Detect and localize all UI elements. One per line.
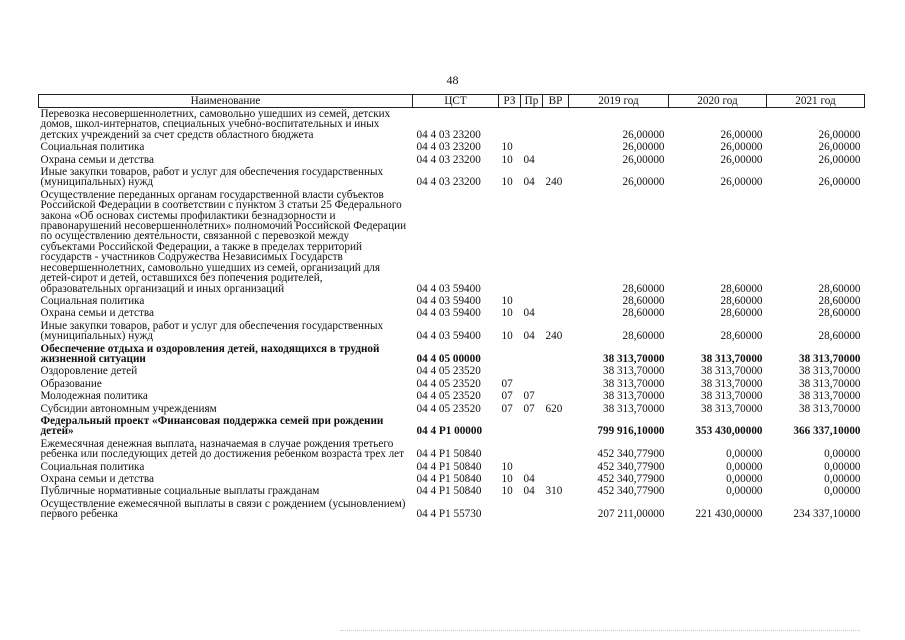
table-row (39, 390, 865, 402)
cell-2020: 353 430,00000 (695, 425, 763, 438)
cell-2019: 38 313,70000 (602, 402, 665, 415)
cell-rz: 10 (501, 460, 513, 473)
cell-rz: 10 (501, 485, 513, 498)
cell-2019: 207 211,00000 (597, 508, 665, 521)
cell-cst: 04 4 03 59400 (416, 282, 481, 295)
cell-rz (499, 438, 521, 461)
cell-pr (521, 189, 543, 295)
cell-vr (543, 307, 569, 319)
table-row (39, 154, 865, 166)
table-row (39, 461, 865, 473)
cell-2021: 0,00000 (824, 448, 861, 461)
cell-name: Молодежная политика (40, 390, 148, 403)
cell-2021: 38 313,70000 (798, 390, 861, 403)
cell-rz (499, 415, 521, 438)
cell-2019: 28,60000 (622, 307, 665, 320)
cell-vr (543, 154, 569, 166)
cell-rz: 07 (501, 390, 513, 403)
cell-vr (543, 365, 569, 377)
table-row (39, 378, 865, 390)
cell-rz: 10 (501, 176, 513, 189)
cell-2020: 221 430,00000 (695, 508, 763, 521)
cell-2021: 28,60000 (818, 282, 861, 295)
cell-vr (543, 438, 569, 461)
cell-vr (543, 498, 569, 521)
cell-2021: 234 337,10000 (793, 508, 861, 521)
header-2019: 2019 год (569, 95, 669, 108)
cell-rz: 10 (501, 153, 513, 166)
cell-pr (521, 438, 543, 461)
table-row (39, 307, 865, 319)
table-header-row (39, 95, 865, 108)
cell-2020: 26,00000 (720, 153, 763, 166)
cell-cst: 04 4 P1 55730 (416, 508, 482, 521)
cell-name: Ежемесячная денежная выплата, назначаемая в случае рождения третьего ребенка или последующих детей до достижения ребенком возраста трех лет (40, 437, 405, 461)
cell-vr (543, 189, 569, 295)
cell-2019: 28,60000 (622, 330, 665, 343)
table-row (39, 498, 865, 521)
header-2021: 2021 год (767, 95, 865, 108)
cell-cst: 04 4 P1 50840 (416, 473, 482, 485)
cell-pr (521, 108, 543, 142)
cell-vr: 240 (545, 330, 563, 343)
cell-2019: 28,60000 (622, 294, 665, 307)
cell-name: Социальная политика (40, 141, 145, 154)
cell-2019: 26,00000 (622, 128, 665, 141)
cell-2019: 452 340,77900 (597, 485, 665, 498)
cell-2020: 38 313,70000 (700, 377, 763, 390)
cell-pr: 04 (523, 485, 535, 498)
cell-pr: 04 (523, 153, 535, 166)
header-vr: ВР (543, 95, 569, 108)
cell-vr (543, 461, 569, 473)
cell-vr (543, 295, 569, 307)
cell-name: Охрана семьи и детства (40, 153, 154, 166)
cell-2019: 452 340,77900 (597, 460, 665, 473)
table-row (39, 141, 865, 153)
cell-cst: 04 4 05 23520 (416, 365, 481, 378)
cell-vr: 240 (545, 176, 563, 189)
cell-2019: 38 313,70000 (602, 390, 665, 403)
cell-pr: 04 (523, 473, 535, 485)
table-body (39, 108, 865, 521)
cell-2021: 26,00000 (818, 128, 861, 141)
cell-vr (543, 343, 569, 366)
table-row (39, 343, 865, 366)
cell-2021: 26,00000 (818, 141, 861, 154)
cell-pr (521, 498, 543, 521)
cell-name: Охрана семьи и детства (40, 307, 154, 320)
cell-rz: 10 (501, 294, 513, 307)
cell-2020: 38 313,70000 (700, 365, 763, 378)
cell-cst: 04 4 P1 50840 (416, 460, 482, 473)
cell-2019: 28,60000 (622, 282, 665, 295)
cell-cst: 04 4 05 23520 (416, 390, 481, 403)
cell-2021: 28,60000 (818, 307, 861, 320)
cell-cst: 04 4 05 23520 (416, 377, 481, 390)
cell-name: Осуществление переданных органам государственной власти субъектов Российской Федерации в соответствии с пунктом 3 статьи 25 Федерального закона «Об основах системы профилактики безнадзорности и правонарушений несовершеннолетних» полномочий Российской Федерации по осуществлению деятельности, связанной с перевозкой между субъектами Российской Федерации, а также в пределах территорий государств - участников Содружества Независимых Государств несовершеннолетних, самовольно ушедших из семей, организаций для детей-сирот и детей, оставшихся без попечения родителей, образовательных организаций и иных организаций (40, 188, 407, 295)
cell-cst: 04 4 03 23200 (416, 128, 481, 141)
cell-2020: 28,60000 (720, 307, 763, 320)
cell-rz (499, 498, 521, 521)
cell-name: Перевозка несовершеннолетних, самовольно ушедших из семей, детских домов, школ-интернатов, специальных учебно-воспитательных и иных детских учреждений за счет средств областного бюджета (40, 108, 391, 141)
table-row (39, 295, 865, 307)
scan-artifact (340, 630, 860, 634)
cell-rz: 10 (501, 473, 513, 485)
cell-cst: 04 4 P1 50840 (416, 448, 482, 461)
cell-pr: 04 (523, 307, 535, 320)
cell-2020: 0,00000 (726, 460, 763, 473)
cell-2019: 38 313,70000 (602, 377, 665, 390)
cell-cst: 04 4 03 59400 (416, 330, 481, 343)
header-2020: 2020 год (669, 95, 767, 108)
table-row (39, 438, 865, 461)
cell-rz: 07 (501, 402, 513, 415)
cell-vr: 310 (545, 485, 563, 498)
table-row (39, 166, 865, 189)
cell-vr: 620 (545, 402, 563, 415)
cell-vr (543, 108, 569, 142)
cell-pr: 04 (523, 176, 535, 189)
cell-cst: 04 4 05 23520 (416, 402, 481, 415)
cell-2020: 38 313,70000 (700, 402, 763, 415)
cell-name: Социальная политика (40, 460, 145, 473)
cell-2021: 38 313,70000 (798, 365, 861, 378)
cell-rz (499, 189, 521, 295)
cell-rz (499, 108, 521, 142)
cell-2021: 26,00000 (818, 153, 861, 166)
cell-name: Образование (40, 377, 102, 390)
cell-2021: 38 313,70000 (798, 402, 861, 415)
cell-2019: 26,00000 (622, 141, 665, 154)
page-number: 48 (446, 73, 459, 87)
cell-2021: 28,60000 (818, 294, 861, 307)
cell-cst: 04 4 P1 50840 (416, 485, 482, 498)
cell-pr (521, 141, 543, 153)
cell-name: Иные закупки товаров, работ и услуг для обеспечения государственных (муниципальных) нужд (40, 319, 384, 343)
cell-cst: 04 4 05 00000 (416, 352, 481, 365)
cell-cst: 04 4 03 59400 (416, 307, 481, 320)
table-row (39, 485, 865, 497)
cell-rz: 10 (501, 141, 513, 154)
cell-pr (521, 343, 543, 366)
cell-2020: 28,60000 (720, 330, 763, 343)
cell-vr (543, 390, 569, 402)
cell-2019: 38 313,70000 (602, 352, 665, 365)
cell-name: Публичные нормативные социальные выплаты гражданам (40, 485, 320, 498)
cell-name: Обеспечение отдыха и оздоровления детей, находящихся в трудной жизненной ситуации (40, 342, 380, 365)
cell-2021: 366 337,10000 (793, 425, 861, 438)
cell-2021: 0,00000 (824, 473, 861, 485)
cell-pr (521, 365, 543, 377)
cell-2021: 38 313,70000 (798, 377, 861, 390)
cell-2021: 28,60000 (818, 330, 861, 343)
cell-2020: 28,60000 (720, 282, 763, 295)
cell-rz: 10 (501, 307, 513, 320)
cell-2020: 28,60000 (720, 294, 763, 307)
header-name: Наименование (39, 95, 413, 108)
cell-vr (543, 473, 569, 485)
cell-2021: 26,00000 (818, 176, 861, 189)
cell-2019: 26,00000 (622, 176, 665, 189)
cell-name: Иные закупки товаров, работ и услуг для обеспечения государственных (муниципальных) нужд (40, 166, 384, 189)
cell-vr (543, 378, 569, 390)
cell-2020: 26,00000 (720, 128, 763, 141)
cell-cst: 04 4 03 59400 (416, 294, 481, 307)
table-row (39, 189, 865, 295)
table-row (39, 320, 865, 343)
cell-rz (499, 365, 521, 377)
cell-2020: 38 313,70000 (700, 352, 763, 365)
cell-2019: 799 916,10000 (597, 425, 665, 438)
cell-cst: 04 4 P1 00000 (416, 425, 483, 438)
cell-rz (499, 343, 521, 366)
cell-pr: 04 (523, 330, 535, 343)
cell-2020: 26,00000 (720, 141, 763, 154)
cell-name: Федеральный проект «Финансовая поддержка семей при рождении детей» (40, 414, 384, 438)
cell-rz: 07 (501, 377, 513, 390)
cell-name: Осуществление ежемесячной выплаты в связи с рождением (усыновлением) первого ребенка (40, 497, 406, 521)
cell-pr (521, 415, 543, 438)
cell-2020: 0,00000 (726, 485, 763, 498)
table-row (39, 365, 865, 377)
cell-name: Оздоровление детей (40, 365, 138, 378)
table-row (39, 473, 865, 485)
table-row (39, 415, 865, 438)
cell-pr: 07 (523, 390, 535, 403)
cell-pr (521, 461, 543, 473)
cell-2021: 0,00000 (824, 485, 861, 498)
cell-2019: 452 340,77900 (597, 473, 665, 485)
table-row (39, 403, 865, 415)
cell-2019: 452 340,77900 (597, 448, 665, 461)
cell-name: Социальная политика (40, 294, 145, 307)
cell-pr (521, 295, 543, 307)
cell-2020: 0,00000 (726, 473, 763, 485)
cell-name: Субсидии автономным учреждениям (40, 402, 217, 415)
header-pr: Пр (521, 95, 543, 108)
cell-cst: 04 4 03 23200 (416, 141, 481, 154)
table-row (39, 108, 865, 142)
cell-2021: 38 313,70000 (798, 352, 861, 365)
budget-table (38, 94, 865, 521)
cell-vr (543, 415, 569, 438)
cell-name: Охрана семьи и детства (40, 473, 154, 485)
cell-pr (521, 378, 543, 390)
cell-2021: 0,00000 (824, 460, 861, 473)
cell-2020: 26,00000 (720, 176, 763, 189)
cell-2019: 26,00000 (622, 153, 665, 166)
header-rz: РЗ (499, 95, 521, 108)
cell-cst: 04 4 03 23200 (416, 176, 481, 189)
cell-vr (543, 141, 569, 153)
cell-rz: 10 (501, 330, 513, 343)
cell-pr: 07 (523, 402, 535, 415)
cell-cst: 04 4 03 23200 (416, 153, 481, 166)
cell-2019: 38 313,70000 (602, 365, 665, 378)
cell-2020: 38 313,70000 (700, 390, 763, 403)
header-cst: ЦСТ (413, 95, 499, 108)
cell-2020: 0,00000 (726, 448, 763, 461)
